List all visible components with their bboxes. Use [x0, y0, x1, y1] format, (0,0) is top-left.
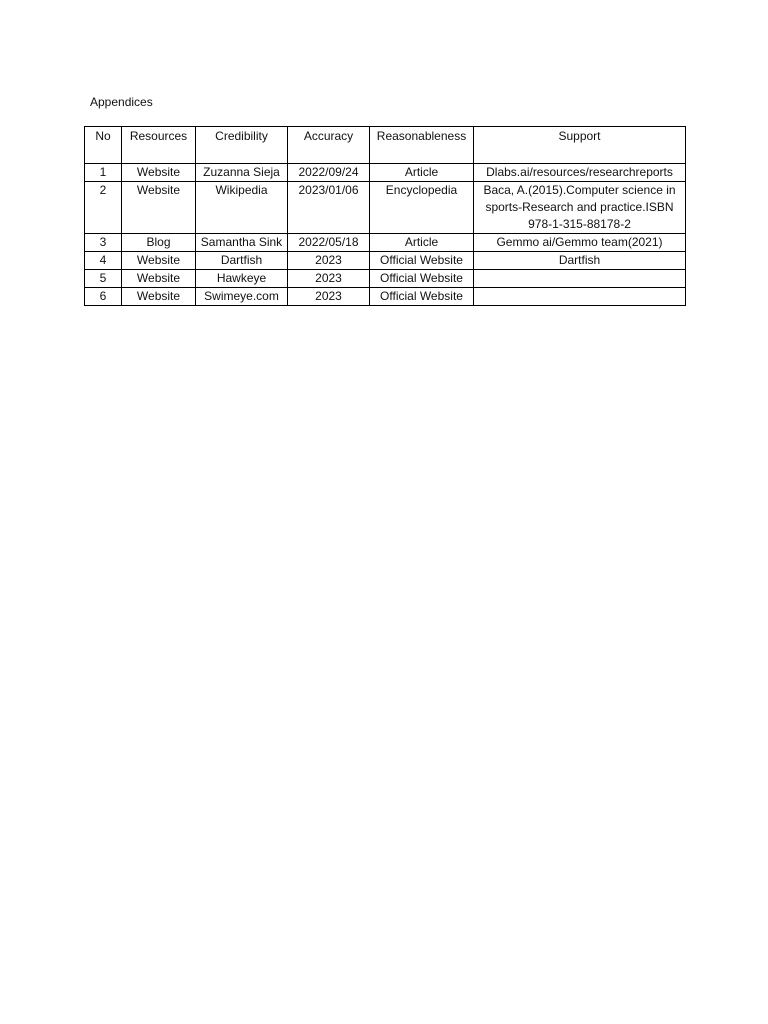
table-row	[85, 182, 686, 234]
cell-resources: Blog	[122, 234, 196, 252]
column-header-reasonableness: Reasonableness	[370, 127, 474, 164]
table-header-row	[85, 127, 686, 164]
section-heading: Appendices	[90, 95, 153, 109]
cell-accuracy: 2023	[288, 252, 370, 270]
cell-accuracy: 2023	[288, 288, 370, 306]
cell-no: 3	[85, 234, 122, 252]
cell-support: Dlabs.ai/resources/researchreports	[474, 164, 686, 182]
table-row	[85, 164, 686, 182]
cell-resources: Website	[122, 182, 196, 234]
cell-reasonableness: Official Website	[370, 270, 474, 288]
cell-resources: Website	[122, 270, 196, 288]
cell-credibility: Hawkeye	[196, 270, 288, 288]
cell-resources: Website	[122, 252, 196, 270]
cell-credibility: Dartfish	[196, 252, 288, 270]
column-header-support: Support	[474, 127, 686, 164]
cell-accuracy: 2023/01/06	[288, 182, 370, 234]
cell-reasonableness: Article	[370, 234, 474, 252]
cell-no: 4	[85, 252, 122, 270]
cell-accuracy: 2022/09/24	[288, 164, 370, 182]
cell-reasonableness: Encyclopedia	[370, 182, 474, 234]
column-header-resources: Resources	[122, 127, 196, 164]
column-header-credibility: Credibility	[196, 127, 288, 164]
cell-reasonableness: Article	[370, 164, 474, 182]
cell-support	[474, 270, 686, 288]
cell-credibility: Zuzanna Sieja	[196, 164, 288, 182]
cell-reasonableness: Official Website	[370, 252, 474, 270]
cell-resources: Website	[122, 164, 196, 182]
column-header-no: No	[85, 127, 122, 164]
table-row	[85, 288, 686, 306]
appendix-table	[84, 126, 686, 306]
cell-credibility: Swimeye.com	[196, 288, 288, 306]
cell-support: Dartfish	[474, 252, 686, 270]
table-row	[85, 270, 686, 288]
table-row	[85, 234, 686, 252]
cell-credibility: Wikipedia	[196, 182, 288, 234]
cell-accuracy: 2022/05/18	[288, 234, 370, 252]
cell-no: 5	[85, 270, 122, 288]
table-row	[85, 252, 686, 270]
cell-support	[474, 288, 686, 306]
column-header-accuracy: Accuracy	[288, 127, 370, 164]
cell-credibility: Samantha Sink	[196, 234, 288, 252]
cell-no: 1	[85, 164, 122, 182]
cell-accuracy: 2023	[288, 270, 370, 288]
cell-resources: Website	[122, 288, 196, 306]
cell-support: Gemmo ai/Gemmo team(2021)	[474, 234, 686, 252]
cell-no: 2	[85, 182, 122, 234]
cell-no: 6	[85, 288, 122, 306]
cell-reasonableness: Official Website	[370, 288, 474, 306]
cell-support: Baca, A.(2015).Computer science in sports-Research and practice.ISBN 978-1-315-88178-2	[474, 182, 686, 234]
